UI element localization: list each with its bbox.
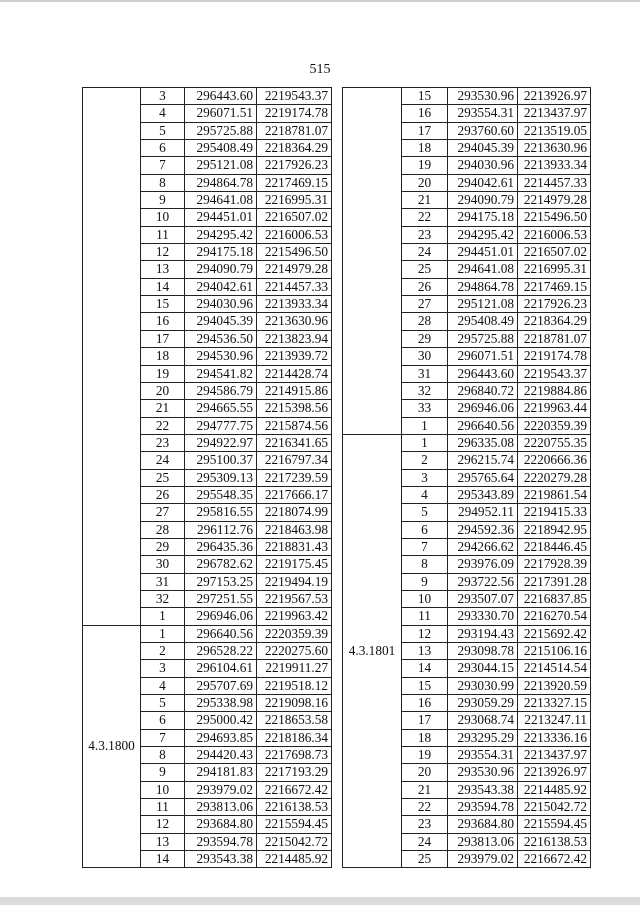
point-number-cell: 1 [141,625,185,642]
point-number-cell: 9 [141,764,185,781]
y-coordinate-cell: 2218831.43 [257,538,332,555]
y-coordinate-cell: 2216507.02 [257,209,332,226]
x-coordinate-cell: 294420.43 [185,747,257,764]
x-coordinate-cell: 294266.62 [448,538,518,555]
x-coordinate-cell: 294090.79 [185,261,257,278]
x-coordinate-cell: 295408.49 [448,313,518,330]
point-number-cell: 18 [402,140,448,157]
point-number-cell: 22 [402,799,448,816]
y-coordinate-cell: 2215496.50 [257,244,332,261]
x-coordinate-cell: 296946.06 [185,608,257,625]
point-number-cell: 15 [141,296,185,313]
x-coordinate-cell: 296640.56 [185,625,257,642]
y-coordinate-cell: 2216672.42 [518,851,591,868]
x-coordinate-cell: 294175.18 [448,209,518,226]
point-number-cell: 25 [402,851,448,868]
point-number-cell: 23 [402,226,448,243]
y-coordinate-cell: 2216270.54 [518,608,591,625]
y-coordinate-cell: 2219567.53 [257,590,332,607]
y-coordinate-cell: 2213437.97 [518,747,591,764]
y-coordinate-cell: 2215106.16 [518,643,591,660]
x-coordinate-cell: 293976.09 [448,556,518,573]
table-row [343,434,591,451]
x-coordinate-cell: 293554.31 [448,747,518,764]
y-coordinate-cell: 2213926.97 [518,764,591,781]
y-coordinate-cell: 2219494.19 [257,573,332,590]
point-number-cell: 17 [141,330,185,347]
x-coordinate-cell: 293760.60 [448,122,518,139]
x-coordinate-cell: 294864.78 [185,174,257,191]
y-coordinate-cell: 2215874.56 [257,417,332,434]
coordinates-table-left [82,87,332,868]
x-coordinate-cell: 293684.80 [185,816,257,833]
point-number-cell: 6 [141,140,185,157]
y-coordinate-cell: 2213823.94 [257,330,332,347]
y-coordinate-cell: 2214457.33 [518,174,591,191]
y-coordinate-cell: 2219518.12 [257,677,332,694]
y-coordinate-cell: 2215594.45 [518,816,591,833]
y-coordinate-cell: 2217469.15 [518,278,591,295]
coordinates-table-right [342,87,591,868]
y-coordinate-cell: 2217469.15 [257,174,332,191]
x-coordinate-cell: 294641.08 [448,261,518,278]
x-coordinate-cell: 293044.15 [448,660,518,677]
x-coordinate-cell: 294922.97 [185,434,257,451]
point-number-cell: 16 [402,105,448,122]
point-number-cell: 12 [141,244,185,261]
y-coordinate-cell: 2217926.23 [257,157,332,174]
point-number-cell: 8 [402,556,448,573]
x-coordinate-cell: 293530.96 [448,88,518,105]
point-number-cell: 22 [141,417,185,434]
x-coordinate-cell: 294045.39 [185,313,257,330]
y-coordinate-cell: 2220359.39 [518,417,591,434]
point-number-cell: 14 [402,660,448,677]
y-coordinate-cell: 2215042.72 [257,833,332,850]
point-number-cell: 4 [402,486,448,503]
y-coordinate-cell: 2217193.29 [257,764,332,781]
point-number-cell: 18 [402,729,448,746]
x-coordinate-cell: 293722.56 [448,573,518,590]
x-coordinate-cell: 293684.80 [448,816,518,833]
x-coordinate-cell: 295816.55 [185,504,257,521]
point-number-cell: 22 [402,209,448,226]
x-coordinate-cell: 293330.70 [448,608,518,625]
point-number-cell: 11 [402,608,448,625]
parcel-id-cell: 4.3.1801 [343,434,402,868]
x-coordinate-cell: 294181.83 [185,764,257,781]
x-coordinate-cell: 294045.39 [448,140,518,157]
x-coordinate-cell: 294030.96 [448,157,518,174]
point-number-cell: 4 [141,105,185,122]
x-coordinate-cell: 294641.08 [185,192,257,209]
point-number-cell: 3 [402,469,448,486]
point-number-cell: 19 [402,157,448,174]
y-coordinate-cell: 2215398.56 [257,400,332,417]
x-coordinate-cell: 297153.25 [185,573,257,590]
point-number-cell: 1 [402,434,448,451]
y-coordinate-cell: 2217698.73 [257,747,332,764]
x-coordinate-cell: 293543.38 [185,851,257,868]
x-coordinate-cell: 296071.51 [448,348,518,365]
table-row [83,625,332,642]
page-top-edge [0,0,640,2]
x-coordinate-cell: 294864.78 [448,278,518,295]
point-number-cell: 29 [141,538,185,555]
point-number-cell: 19 [402,747,448,764]
x-coordinate-cell: 296071.51 [185,105,257,122]
point-number-cell: 9 [141,192,185,209]
x-coordinate-cell: 295338.98 [185,695,257,712]
y-coordinate-cell: 2217928.39 [518,556,591,573]
y-coordinate-cell: 2219543.37 [257,88,332,105]
x-coordinate-cell: 294536.50 [185,330,257,347]
point-number-cell: 31 [141,573,185,590]
y-coordinate-cell: 2217239.59 [257,469,332,486]
x-coordinate-cell: 293194.43 [448,625,518,642]
y-coordinate-cell: 2219963.44 [518,400,591,417]
point-number-cell: 7 [141,157,185,174]
point-number-cell: 6 [141,712,185,729]
y-coordinate-cell: 2216138.53 [518,833,591,850]
x-coordinate-cell: 294090.79 [448,192,518,209]
point-number-cell: 29 [402,330,448,347]
x-coordinate-cell: 295121.08 [185,157,257,174]
point-number-cell: 31 [402,365,448,382]
x-coordinate-cell: 293813.06 [185,799,257,816]
point-number-cell: 21 [402,192,448,209]
parcel-id-cell [343,88,402,435]
point-number-cell: 23 [141,434,185,451]
y-coordinate-cell: 2219415.33 [518,504,591,521]
point-number-cell: 32 [141,590,185,607]
x-coordinate-cell: 295765.64 [448,469,518,486]
x-coordinate-cell: 294042.61 [448,174,518,191]
y-coordinate-cell: 2216995.31 [518,261,591,278]
point-number-cell: 12 [141,816,185,833]
y-coordinate-cell: 2213920.59 [518,677,591,694]
point-number-cell: 26 [402,278,448,295]
point-number-cell: 20 [141,382,185,399]
x-coordinate-cell: 294030.96 [185,296,257,313]
point-number-cell: 16 [141,313,185,330]
y-coordinate-cell: 2213926.97 [518,88,591,105]
x-coordinate-cell: 293554.31 [448,105,518,122]
y-coordinate-cell: 2214457.33 [257,278,332,295]
point-number-cell: 21 [402,781,448,798]
y-coordinate-cell: 2213519.05 [518,122,591,139]
x-coordinate-cell: 294541.82 [185,365,257,382]
y-coordinate-cell: 2220359.39 [257,625,332,642]
point-number-cell: 16 [402,695,448,712]
point-number-cell: 10 [141,781,185,798]
y-coordinate-cell: 2218364.29 [518,313,591,330]
y-coordinate-cell: 2220279.28 [518,469,591,486]
x-coordinate-cell: 293594.78 [448,799,518,816]
point-number-cell: 25 [402,261,448,278]
x-coordinate-cell: 294451.01 [448,244,518,261]
y-coordinate-cell: 2218186.34 [257,729,332,746]
table-row [83,88,332,105]
x-coordinate-cell: 296443.60 [448,365,518,382]
point-number-cell: 20 [402,764,448,781]
point-number-cell: 24 [141,452,185,469]
point-number-cell: 11 [141,799,185,816]
y-coordinate-cell: 2214915.86 [257,382,332,399]
y-coordinate-cell: 2218653.58 [257,712,332,729]
x-coordinate-cell: 295000.42 [185,712,257,729]
point-number-cell: 14 [141,278,185,295]
x-coordinate-cell: 293507.07 [448,590,518,607]
y-coordinate-cell: 2218364.29 [257,140,332,157]
y-coordinate-cell: 2213437.97 [518,105,591,122]
y-coordinate-cell: 2220666.36 [518,452,591,469]
point-number-cell: 3 [141,660,185,677]
x-coordinate-cell: 293098.78 [448,643,518,660]
x-coordinate-cell: 295309.13 [185,469,257,486]
x-coordinate-cell: 293059.29 [448,695,518,712]
y-coordinate-cell: 2218781.07 [518,330,591,347]
y-coordinate-cell: 2213327.15 [518,695,591,712]
point-number-cell: 5 [141,695,185,712]
point-number-cell: 15 [402,677,448,694]
point-number-cell: 19 [141,365,185,382]
y-coordinate-cell: 2219174.78 [257,105,332,122]
x-coordinate-cell: 293543.38 [448,781,518,798]
y-coordinate-cell: 2219963.42 [257,608,332,625]
y-coordinate-cell: 2216797.34 [257,452,332,469]
x-coordinate-cell: 293068.74 [448,712,518,729]
x-coordinate-cell: 295100.37 [185,452,257,469]
x-coordinate-cell: 293979.02 [185,781,257,798]
y-coordinate-cell: 2213933.34 [257,296,332,313]
point-number-cell: 28 [402,313,448,330]
coordinates-table-right-body [343,88,591,868]
point-number-cell: 9 [402,573,448,590]
y-coordinate-cell: 2220755.35 [518,434,591,451]
point-number-cell: 5 [141,122,185,139]
y-coordinate-cell: 2216006.53 [518,226,591,243]
y-coordinate-cell: 2217926.23 [518,296,591,313]
page-number: 515 [309,62,331,77]
x-coordinate-cell: 295343.89 [448,486,518,503]
y-coordinate-cell: 2213247.11 [518,712,591,729]
point-number-cell: 1 [141,608,185,625]
y-coordinate-cell: 2218942.95 [518,521,591,538]
y-coordinate-cell: 2213939.72 [257,348,332,365]
point-number-cell: 10 [141,209,185,226]
point-number-cell: 24 [402,244,448,261]
y-coordinate-cell: 2216995.31 [257,192,332,209]
x-coordinate-cell: 296112.76 [185,521,257,538]
point-number-cell: 21 [141,400,185,417]
point-number-cell: 30 [141,556,185,573]
table-row [343,88,591,105]
x-coordinate-cell: 296946.06 [448,400,518,417]
x-coordinate-cell: 294586.79 [185,382,257,399]
point-number-cell: 4 [141,677,185,694]
y-coordinate-cell: 2216006.53 [257,226,332,243]
point-number-cell: 17 [402,712,448,729]
point-number-cell: 10 [402,590,448,607]
point-number-cell: 24 [402,833,448,850]
y-coordinate-cell: 2214514.54 [518,660,591,677]
point-number-cell: 8 [141,747,185,764]
point-number-cell: 27 [141,504,185,521]
x-coordinate-cell: 293030.99 [448,677,518,694]
point-number-cell: 8 [141,174,185,191]
x-coordinate-cell: 296335.08 [448,434,518,451]
x-coordinate-cell: 295408.49 [185,140,257,157]
y-coordinate-cell: 2215594.45 [257,816,332,833]
x-coordinate-cell: 295725.88 [185,122,257,139]
point-number-cell: 26 [141,486,185,503]
x-coordinate-cell: 297251.55 [185,590,257,607]
point-number-cell: 6 [402,521,448,538]
parcel-id-cell [83,88,141,626]
y-coordinate-cell: 2219175.45 [257,556,332,573]
point-number-cell: 5 [402,504,448,521]
point-number-cell: 2 [402,452,448,469]
point-number-cell: 1 [402,417,448,434]
point-number-cell: 32 [402,382,448,399]
y-coordinate-cell: 2214485.92 [518,781,591,798]
x-coordinate-cell: 296443.60 [185,88,257,105]
y-coordinate-cell: 2214979.28 [257,261,332,278]
x-coordinate-cell: 296782.62 [185,556,257,573]
y-coordinate-cell: 2214979.28 [518,192,591,209]
y-coordinate-cell: 2218463.98 [257,521,332,538]
point-number-cell: 15 [402,88,448,105]
y-coordinate-cell: 2220275.60 [257,643,332,660]
y-coordinate-cell: 2219098.16 [257,695,332,712]
x-coordinate-cell: 294952.11 [448,504,518,521]
x-coordinate-cell: 295707.69 [185,677,257,694]
y-coordinate-cell: 2215496.50 [518,209,591,226]
x-coordinate-cell: 294665.55 [185,400,257,417]
y-coordinate-cell: 2216138.53 [257,799,332,816]
x-coordinate-cell: 293979.02 [448,851,518,868]
x-coordinate-cell: 293530.96 [448,764,518,781]
x-coordinate-cell: 294777.75 [185,417,257,434]
y-coordinate-cell: 2215042.72 [518,799,591,816]
y-coordinate-cell: 2216507.02 [518,244,591,261]
point-number-cell: 3 [141,88,185,105]
point-number-cell: 14 [141,851,185,868]
x-coordinate-cell: 293594.78 [185,833,257,850]
y-coordinate-cell: 2213630.96 [257,313,332,330]
point-number-cell: 27 [402,296,448,313]
x-coordinate-cell: 296528.22 [185,643,257,660]
x-coordinate-cell: 293295.29 [448,729,518,746]
x-coordinate-cell: 295121.08 [448,296,518,313]
point-number-cell: 12 [402,625,448,642]
point-number-cell: 18 [141,348,185,365]
point-number-cell: 28 [141,521,185,538]
point-number-cell: 33 [402,400,448,417]
y-coordinate-cell: 2214485.92 [257,851,332,868]
y-coordinate-cell: 2215692.42 [518,625,591,642]
x-coordinate-cell: 294693.85 [185,729,257,746]
y-coordinate-cell: 2213630.96 [518,140,591,157]
y-coordinate-cell: 2216672.42 [257,781,332,798]
coordinates-table-left-body [83,88,332,868]
y-coordinate-cell: 2219884.86 [518,382,591,399]
point-number-cell: 7 [402,538,448,555]
y-coordinate-cell: 2218446.45 [518,538,591,555]
page-bottom-edge [0,897,640,905]
x-coordinate-cell: 294042.61 [185,278,257,295]
y-coordinate-cell: 2216837.85 [518,590,591,607]
y-coordinate-cell: 2213336.16 [518,729,591,746]
point-number-cell: 11 [141,226,185,243]
x-coordinate-cell: 294530.96 [185,348,257,365]
x-coordinate-cell: 293813.06 [448,833,518,850]
point-number-cell: 30 [402,348,448,365]
x-coordinate-cell: 296215.74 [448,452,518,469]
y-coordinate-cell: 2216341.65 [257,434,332,451]
point-number-cell: 25 [141,469,185,486]
x-coordinate-cell: 296640.56 [448,417,518,434]
y-coordinate-cell: 2219911.27 [257,660,332,677]
point-number-cell: 13 [141,261,185,278]
point-number-cell: 23 [402,816,448,833]
y-coordinate-cell: 2219174.78 [518,348,591,365]
x-coordinate-cell: 296104.61 [185,660,257,677]
y-coordinate-cell: 2217666.17 [257,486,332,503]
y-coordinate-cell: 2213933.34 [518,157,591,174]
x-coordinate-cell: 294175.18 [185,244,257,261]
x-coordinate-cell: 294451.01 [185,209,257,226]
parcel-id-cell: 4.3.1800 [83,625,141,868]
y-coordinate-cell: 2218074.99 [257,504,332,521]
x-coordinate-cell: 294295.42 [448,226,518,243]
y-coordinate-cell: 2218781.07 [257,122,332,139]
point-number-cell: 2 [141,643,185,660]
y-coordinate-cell: 2217391.28 [518,573,591,590]
x-coordinate-cell: 296435.36 [185,538,257,555]
x-coordinate-cell: 295725.88 [448,330,518,347]
x-coordinate-cell: 294295.42 [185,226,257,243]
point-number-cell: 7 [141,729,185,746]
y-coordinate-cell: 2219861.54 [518,486,591,503]
point-number-cell: 13 [141,833,185,850]
y-coordinate-cell: 2219543.37 [518,365,591,382]
point-number-cell: 17 [402,122,448,139]
point-number-cell: 20 [402,174,448,191]
x-coordinate-cell: 294592.36 [448,521,518,538]
x-coordinate-cell: 295548.35 [185,486,257,503]
point-number-cell: 13 [402,643,448,660]
x-coordinate-cell: 296840.72 [448,382,518,399]
y-coordinate-cell: 2214428.74 [257,365,332,382]
